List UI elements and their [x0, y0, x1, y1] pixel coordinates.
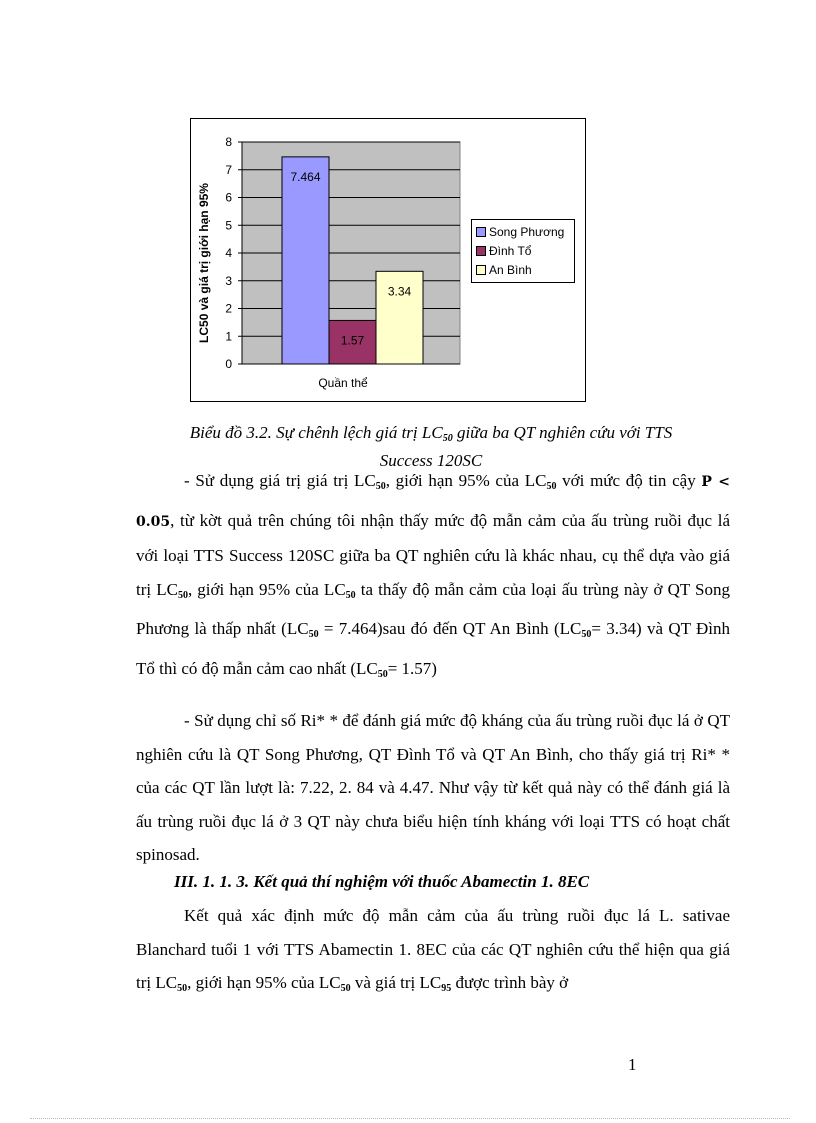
y-tick-label: 0 — [225, 357, 232, 371]
legend-swatch — [476, 227, 486, 237]
chart-frame — [190, 118, 586, 402]
y-tick-label: 6 — [225, 190, 232, 205]
section-heading: III. 1. 1. 3. Kết quả thí nghiệm với thuốc Abamectin 1. 8EC — [174, 872, 590, 891]
y-tick-label: 1 — [225, 329, 232, 344]
caption-line-2: Success 120SC — [379, 451, 483, 470]
page-number: 1 — [628, 1055, 637, 1074]
y-tick-label: 5 — [225, 218, 232, 233]
y-tick-label: 2 — [225, 301, 232, 316]
y-tick-label: 3 — [225, 273, 232, 288]
data-label: 7.464 — [290, 169, 321, 184]
y-tick-label: 4 — [225, 246, 232, 260]
legend-swatch — [476, 246, 486, 256]
legend-item-song-phuong: Song Phương — [476, 224, 564, 240]
paragraph-lc50-analysis: - Sử dụng giá trị giá trị $LC_{50}$, giới hạn 95% của $LC_{50}$ với mức độ tin cậy P < 0.05, từ kờt quả trên chúng tôi nhận thấy mức độ mẫn cảm của ấu trùng ruồi đục lá với loại TTS Success 120SC giữa ba QT nghiên cứu là khác nhau, cụ thể dựa vào giá trị $LC_{50}$, giới hạn 95% của $LC_{50}$ ta thấy độ mẫn cảm của loại ấu trùng này ở QT Song Phương là thấp nhất $(LC_{50} = 7.464)sau$ đó đến QT An Bình $(LC_{50}= 3.34)$ và QT Đình Tổ thì có độ mẫn cảm cao nhất $(LC_{50}= 1.57)$ — [136, 471, 730, 680]
chart-legend — [471, 219, 575, 283]
paragraph-ri-index: - Sử dụng chỉ số Ri* * để đánh giá mức độ kháng của ấu trùng ruồi đục lá ở QT nghiên cứu là QT Song Phương, QT Đình Tổ và QT An Bình, cho thấy giá trị Ri* * của các QT lần lượt là: 7.22, 2. 84 và 4.47. Như vậy từ kết quả này có thể đánh giá là ấu trùng ruồi đục lá ở 3 QT này chưa biểu hiện tính kháng với loại TTS có hoạt chất spinosad. — [136, 711, 730, 864]
legend-swatch — [476, 265, 486, 275]
data-label: 1.57 — [340, 333, 365, 348]
paragraph-abamectin: Kết quả xác định mức độ mẫn cảm của ấu trùng ruồi đục lá L. sativae Blanchard tuổi 1 với TTS Abamectin 1. 8EC của các QT nghiên cứu thể hiện qua giá trị $LC_{50}$, giới hạn 95% của $LC_{50}$ và giá trị $LC_{95}$ được trình bày ở — [136, 906, 730, 994]
y-axis-label: LC50 và giá trị giới hạn 95% — [197, 183, 211, 343]
legend-item-an-binh: An Bình — [476, 262, 532, 278]
data-label: 3.34 — [387, 284, 412, 299]
legend-item-dinh-to: Đình Tổ — [476, 243, 531, 259]
caption-line-1: Biểu đồ 3.2. Sự chênh lệch giá trị $LC_{50}$ giữa ba QT nghiên cứu với TTS — [189, 423, 673, 444]
page-divider — [30, 1118, 790, 1119]
bar-1 — [282, 157, 329, 364]
y-tick-label: 8 — [225, 135, 232, 149]
y-tick-label: 7 — [225, 162, 232, 177]
p-value-expression: P < 0.05 — [136, 474, 730, 530]
x-axis-label: Quần thể — [318, 376, 368, 390]
